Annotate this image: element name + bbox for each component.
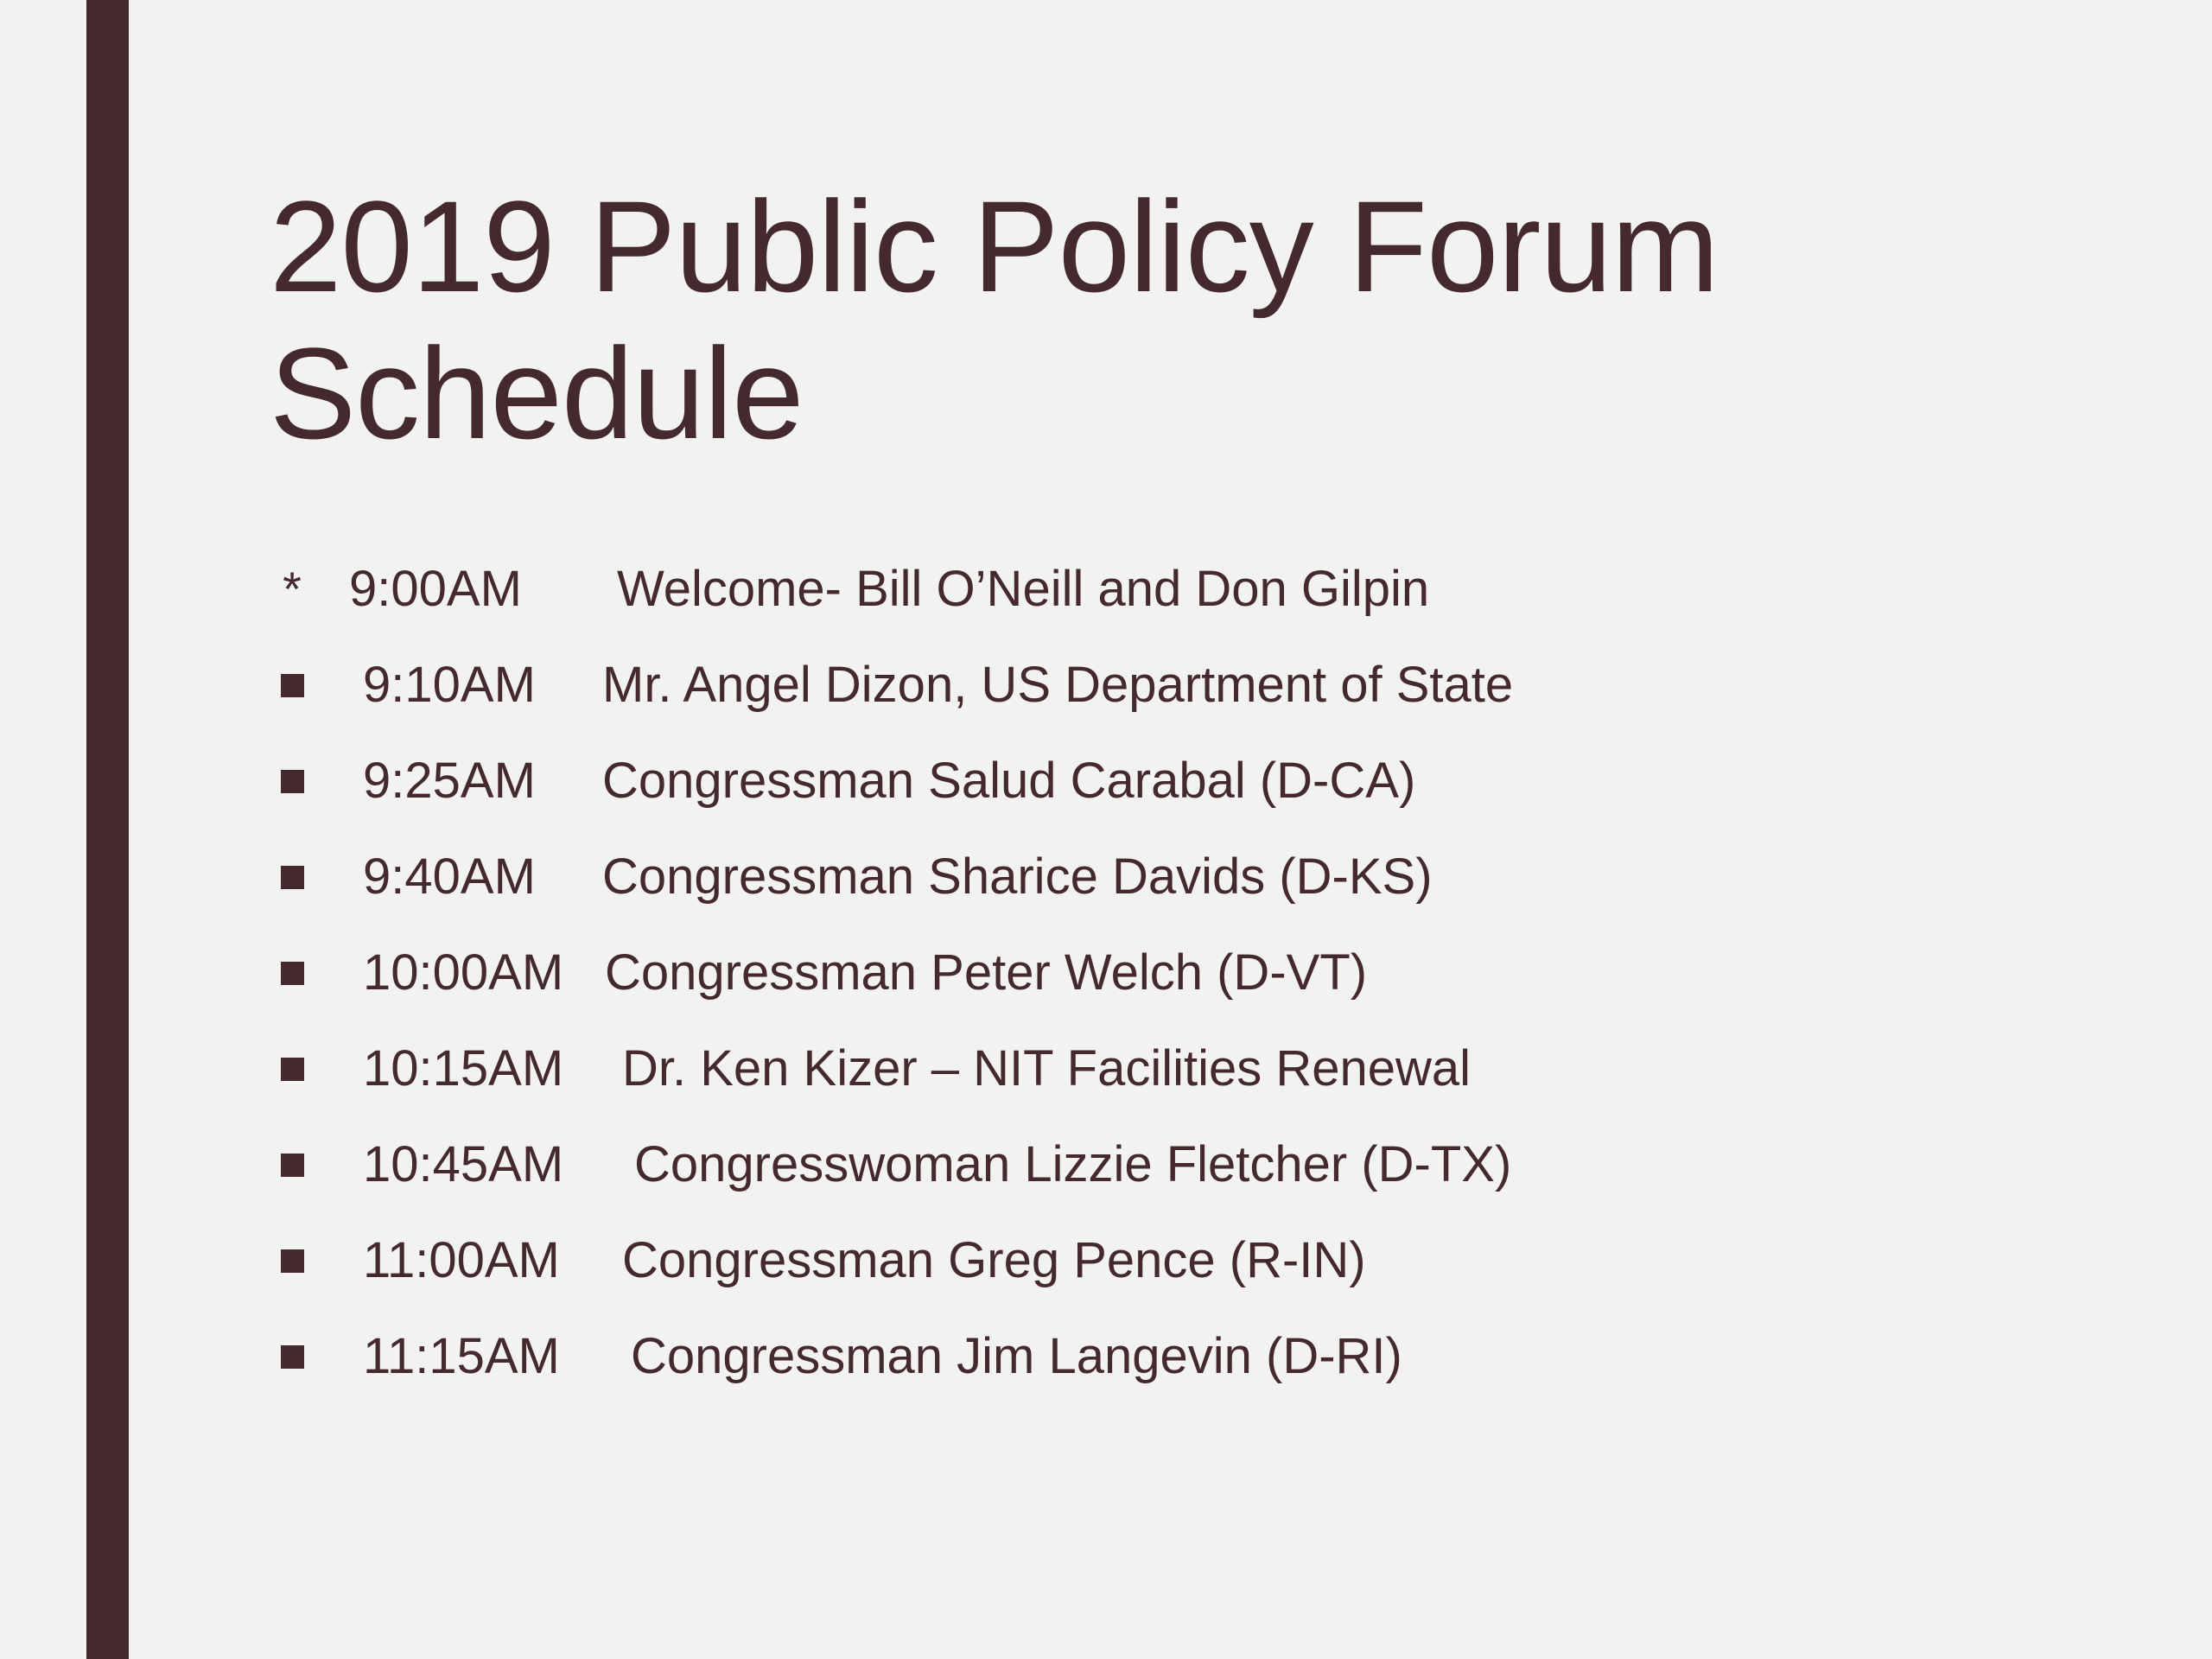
schedule-description: Congressman Greg Pence (R-IN) [622, 1232, 1366, 1288]
schedule-time: 10:45AM [363, 1136, 564, 1192]
square-bullet-icon [275, 937, 309, 1009]
square-bullet-icon [275, 745, 309, 817]
schedule-item-900am [270, 553, 1911, 649]
schedule-time: 10:00AM [363, 944, 564, 1001]
square-bullet-icon [275, 1033, 309, 1105]
square-bullet-icon [275, 1320, 309, 1393]
schedule-item-1100am [270, 1224, 1911, 1320]
schedule-list [270, 553, 1911, 1416]
schedule-description: Congressman Peter Welch (D-VT) [605, 944, 1368, 1001]
schedule-item-1015am [270, 1033, 1911, 1128]
schedule-description: Dr. Ken Kizer – NIT Facilities Renewal [622, 1040, 1471, 1096]
left-accent-bar [86, 0, 129, 1659]
schedule-item-925am [270, 745, 1911, 841]
schedule-item-1045am [270, 1128, 1911, 1224]
schedule-time: 9:10AM [363, 657, 536, 713]
asterisk-bullet-icon: * [283, 562, 302, 616]
schedule-item-1000am [270, 937, 1911, 1033]
schedule-description: Congresswoman Lizzie Fletcher (D-TX) [634, 1136, 1512, 1192]
square-bullet-icon [275, 1224, 309, 1297]
schedule-time: 9:40AM [363, 849, 536, 905]
slide-title: 2019 Public Policy Forum Schedule [270, 174, 1719, 466]
schedule-item-1115am [270, 1320, 1911, 1416]
schedule-description: Congressman Salud Carabal (D-CA) [602, 753, 1416, 809]
schedule-description: Mr. Angel Dizon, US Department of State [602, 657, 1514, 713]
square-bullet-icon [275, 841, 309, 913]
schedule-time: 9:00AM [349, 561, 522, 617]
schedule-description: Congressman Sharice Davids (D-KS) [602, 849, 1433, 905]
schedule-time: 11:00AM [363, 1232, 560, 1288]
schedule-description: Congressman Jim Langevin (D-RI) [631, 1328, 1402, 1384]
schedule-time: 10:15AM [363, 1040, 564, 1096]
schedule-item-910am [270, 649, 1911, 745]
square-bullet-icon [275, 1128, 309, 1201]
schedule-time: 9:25AM [363, 753, 536, 809]
schedule-item-940am [270, 841, 1911, 937]
schedule-time: 11:15AM [363, 1328, 560, 1384]
schedule-description: Welcome- Bill O’Neill and Don Gilpin [617, 561, 1430, 617]
square-bullet-icon [275, 649, 309, 721]
